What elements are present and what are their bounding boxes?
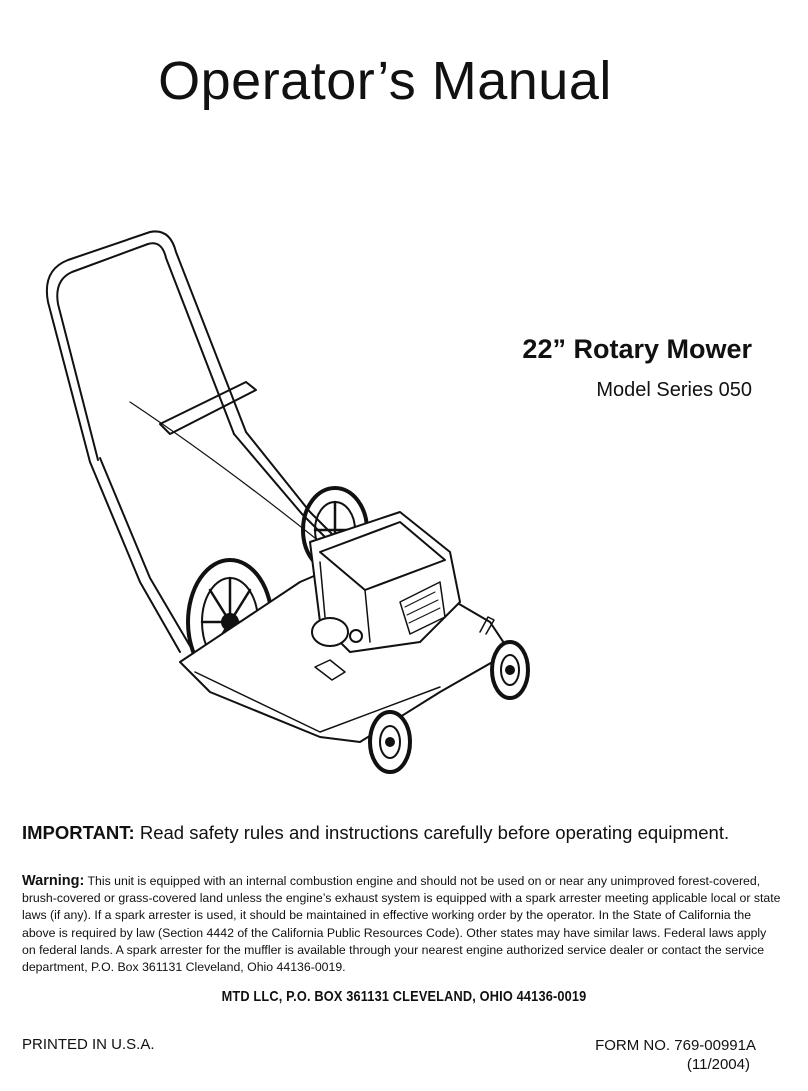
form-number: FORM NO. 769-00991A <box>595 1037 756 1054</box>
printed-in: PRINTED IN U.S.A. <box>22 1036 155 1053</box>
lower-handle-left <box>90 458 190 652</box>
form-number-block <box>595 1036 756 1074</box>
cable <box>130 402 320 542</box>
mower-handle <box>47 231 246 462</box>
product-name: 22” Rotary Mower <box>522 334 752 364</box>
important-label: IMPORTANT: <box>22 822 135 843</box>
lawn-mower-illustration <box>20 222 580 792</box>
model-series: Model Series 050 <box>596 379 752 401</box>
company-address: MTD LLC, P.O. BOX 361131 CLEVELAND, OHIO 44136-0019 <box>221 988 587 1005</box>
front-wheel-left <box>370 712 410 772</box>
important-notice <box>22 822 802 844</box>
warning-notice <box>22 873 782 976</box>
front-wheel-right <box>492 642 528 698</box>
crossbar <box>160 382 256 434</box>
warning-label: Warning: <box>22 873 85 889</box>
warning-text: This unit is equipped with an internal combustion engine and should not be used on or near any unimproved forest-covered, brush-covered or grass-covered land unless the engine’s exhaust system is equipped with a spark arrester meeting applicable local or state laws (if any). If a spark arrester is used, it should be maintained in effective working order by the operator. In the State of California the above is required by law (Section 4442 of the California Public Resources Code). Other states may have similar laws. Federal laws apply on federal lands. A spark arrester for the muffler is available through your nearest engine authorized service dealer or contact the service department, P.O. Box 361131 Cleveland, Ohio 44136-0019. <box>22 874 781 975</box>
page-title: Operator’s Manual <box>158 51 612 112</box>
important-text: Read safety rules and instructions carefully before operating equipment. <box>139 822 730 843</box>
mower-handle-inner <box>57 243 234 460</box>
form-date: (11/2004) <box>686 1056 750 1073</box>
